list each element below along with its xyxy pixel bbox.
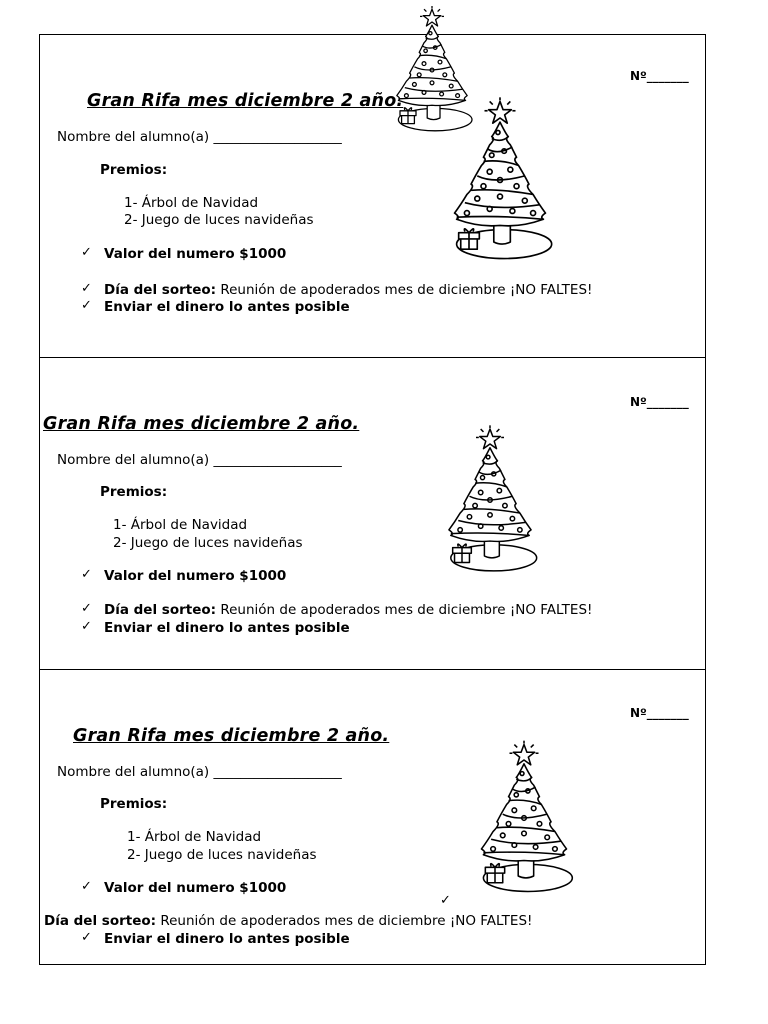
prize-item: 1- Árbol de Navidad — [113, 517, 248, 533]
ticket-price: Valor del numero $1000 — [104, 880, 287, 896]
ticket-title: Gran Rifa mes diciembre 2 año. — [87, 91, 404, 111]
check-icon: ✓ — [440, 893, 451, 908]
student-name-field: Nombre del alumno(a) ___________________ — [57, 129, 342, 145]
draw-date-line — [104, 282, 592, 298]
check-icon: ✓ — [81, 281, 92, 296]
draw-date-text: Reunión de apoderados mes de diciembre ¡NO FALTES! — [216, 602, 593, 618]
draw-date-line — [104, 602, 592, 618]
check-icon: ✓ — [81, 619, 92, 634]
prize-item: 2- Juego de luces navideñas — [113, 535, 303, 551]
christmas-tree-icon — [434, 420, 546, 580]
check-icon: ✓ — [81, 930, 92, 945]
check-icon: ✓ — [81, 601, 92, 616]
check-icon: ✓ — [81, 879, 92, 894]
student-name-field: Nombre del alumno(a) ___________________ — [57, 452, 342, 468]
ticket-title: Gran Rifa mes diciembre 2 año. — [43, 414, 360, 434]
send-money-note: Enviar el dinero lo antes posible — [104, 931, 350, 947]
ticket-number-label: Nº_______ — [630, 69, 689, 83]
send-money-note: Enviar el dinero lo antes posible — [104, 620, 350, 636]
prize-item: 2- Juego de luces navideñas — [127, 847, 317, 863]
draw-date-label: Día del sorteo: — [44, 913, 157, 929]
ticket-price: Valor del numero $1000 — [104, 568, 287, 584]
prize-item: 1- Árbol de Navidad — [124, 195, 259, 211]
ticket-title: Gran Rifa mes diciembre 2 año. — [73, 726, 390, 746]
draw-date-label: Día del sorteo: — [104, 602, 217, 618]
ticket-divider — [39, 357, 706, 358]
check-icon: ✓ — [81, 567, 92, 582]
prizes-heading: Premios: — [100, 796, 168, 812]
draw-date-text: Reunión de apoderados mes de diciembre ¡NO FALTES! — [216, 282, 593, 298]
check-icon: ✓ — [81, 298, 92, 313]
send-money-note: Enviar el dinero lo antes posible — [104, 299, 350, 315]
check-icon: ✓ — [81, 245, 92, 260]
christmas-tree-icon — [466, 740, 582, 896]
christmas-tree-icon — [438, 94, 562, 266]
student-name-field: Nombre del alumno(a) ___________________ — [57, 764, 342, 780]
draw-date-text: Reunión de apoderados mes de diciembre ¡NO FALTES! — [156, 913, 533, 929]
ticket-number-label: Nº_______ — [630, 706, 689, 720]
prize-item: 2- Juego de luces navideñas — [124, 212, 314, 228]
draw-date-line — [44, 913, 532, 929]
draw-date-label: Día del sorteo: — [104, 282, 217, 298]
prizes-heading: Premios: — [100, 162, 168, 178]
ticket-divider — [39, 669, 706, 670]
prize-item: 1- Árbol de Navidad — [127, 829, 262, 845]
ticket-price: Valor del numero $1000 — [104, 246, 287, 262]
prizes-heading: Premios: — [100, 484, 168, 500]
ticket-number-label: Nº_______ — [630, 395, 689, 409]
